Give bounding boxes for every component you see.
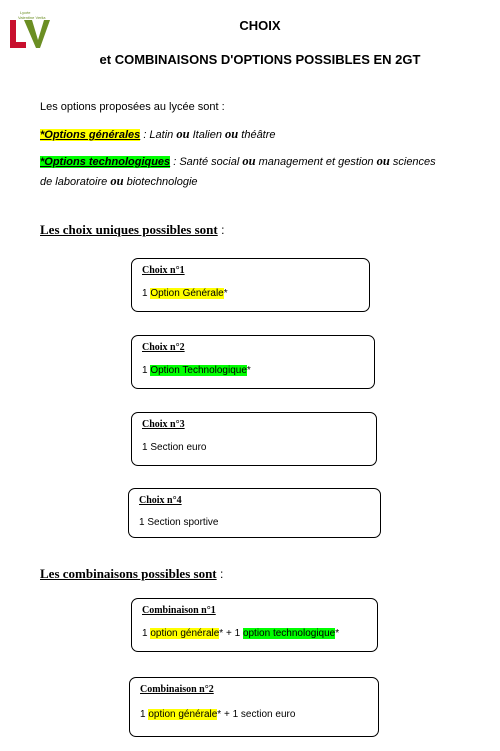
choix-box-4	[128, 488, 381, 538]
heading-colon: :	[217, 223, 225, 237]
combinaison-body-mid: * + 1 section euro	[217, 709, 296, 720]
choix-box-2	[131, 335, 375, 389]
combinaison-box-2	[129, 677, 379, 737]
choix-body: 1 Section euro	[142, 442, 207, 453]
combinaison-box-1	[131, 598, 378, 652]
options-techno-text: : Santé social	[170, 156, 243, 168]
option-generale-highlight: option générale	[150, 628, 220, 639]
choix-body: 1 Section sportive	[139, 517, 219, 528]
options-techno-label: *Options technologiques	[40, 156, 171, 168]
options-generales-text: théâtre	[238, 129, 276, 141]
options-techno-text: biotechnologie	[123, 176, 198, 188]
ou-word: ou	[110, 174, 124, 188]
option-generale-highlight: Option Générale	[150, 288, 224, 299]
choix-box-3	[131, 412, 377, 466]
asterisk: *	[335, 628, 340, 639]
combinaison-body	[140, 709, 295, 720]
svg-text:Lycée: Lycée	[20, 10, 31, 15]
combinaison-body-prefix: 1	[142, 628, 151, 639]
ou-word: ou	[376, 154, 390, 168]
choix-title: Choix n°2	[142, 342, 185, 353]
options-generales-line	[40, 125, 490, 145]
option-techno-highlight: Option Technologique	[150, 365, 247, 376]
combinaisons-section-heading-text: Les combinaisons possibles sont	[40, 566, 217, 581]
option-generale-highlight: option générale	[148, 709, 218, 720]
svg-text:Valentine Verlia: Valentine Verlia	[18, 15, 46, 20]
choix-title: Choix n°4	[139, 495, 182, 506]
asterisk: *	[246, 365, 251, 376]
combinaison-body-prefix: 1	[140, 709, 149, 720]
choix-body-prefix: 1	[142, 365, 151, 376]
ou-word: ou	[176, 127, 190, 141]
choix-box-1	[131, 258, 370, 312]
ou-word: ou	[225, 127, 239, 141]
combinaison-body-mid: * + 1	[219, 628, 243, 639]
options-generales-text: : Latin	[140, 129, 177, 141]
options-techno-text: sciences	[389, 156, 436, 168]
choix-body	[142, 288, 228, 299]
options-generales-label: *Options générales	[40, 129, 141, 141]
choix-title: Choix n°3	[142, 419, 185, 430]
asterisk: *	[223, 288, 228, 299]
options-techno-line	[40, 152, 490, 192]
intro-text: Les options proposées au lycée sont :	[40, 101, 225, 113]
options-techno-text: management et gestion	[255, 156, 377, 168]
options-generales-text: Italien	[189, 129, 226, 141]
combinaison-title: Combinaison n°2	[140, 684, 214, 695]
option-techno-highlight: option technologique	[242, 628, 336, 639]
combinaisons-section-heading	[40, 566, 223, 582]
choix-body-prefix: 1	[142, 288, 151, 299]
choix-body	[142, 365, 251, 376]
choix-section-heading	[40, 222, 224, 238]
choix-section-heading-text: Les choix uniques possibles sont	[40, 222, 218, 237]
ou-word: ou	[242, 154, 256, 168]
options-techno-text: de laboratoire	[40, 176, 111, 188]
page-subtitle: et COMBINAISONS D'OPTIONS POSSIBLES EN 2GT	[99, 52, 421, 67]
choix-title: Choix n°1	[142, 265, 185, 276]
combinaison-body	[142, 628, 339, 639]
heading-colon: :	[216, 567, 224, 581]
page-title: CHOIX	[239, 18, 281, 33]
combinaison-title: Combinaison n°1	[142, 605, 216, 616]
